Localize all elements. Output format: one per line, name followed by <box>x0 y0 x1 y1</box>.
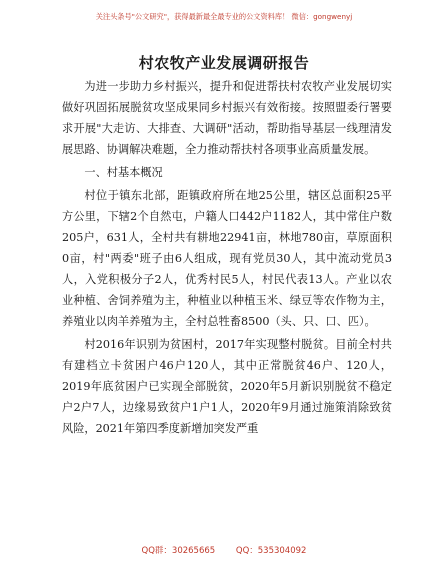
document-body <box>62 76 392 441</box>
document-title: 村农牧产业发展调研报告 <box>138 54 310 72</box>
section-heading: 一、村基本概况 <box>84 166 163 179</box>
header-notice: 关注头条号"公文研究"，获得最新最全最专业的公文资料库！ 微信：gongwenyj <box>95 12 353 21</box>
footer-qq: QQ：535304092 <box>235 546 307 556</box>
footer-qq-group: QQ群：30265665 <box>141 546 216 556</box>
intro-paragraph: 为进一步助力乡村振兴，提升和促进帮扶村农牧产业发展切实做好巩固拓展脱贫攻坚成果同乡村振兴有效衔接。按照盟委行署要求开展"大走访、大排查、大调研"活动，帮助指导基层一线理清发展思路、协调解决难题，全力推动帮扶村各项事业高质量发展。 <box>62 80 392 156</box>
section-paragraph-2: 村2016年识别为贫困村，2017年实现整村脱贫。目前全村共有建档立卡贫困户46户120人，其中正常脱贫46户、120人，2019年底贫困户已实现全部脱贫，2020年5月新识别脱贫不稳定户2户7人，边缘易致贫户1户1人，2020年9月通过施策消除致贫风险，2021年第四季度新增加突发严重 <box>62 338 392 435</box>
footer-contacts <box>0 544 448 556</box>
section-paragraph-1: 村位于镇东北部，距镇政府所在地25公里，辖区总面积25平方公里，下辖2个自然屯，户籍人口442户1182人，其中常住户数205户，631人，全村共有耕地22941亩，林地780亩，草原面积0亩，村"两委"班子由6人组成，现有党员30人，其中流动党员3人，入党积极分子2人，优秀村民5人，村民代表13人。产业以农业种植、舍饲养殖为主，种植业以种植玉米、绿豆等农作物为主，养殖业以肉羊养殖为主，全村总牲畜8500（头、只、口、匹）。 <box>62 189 392 328</box>
